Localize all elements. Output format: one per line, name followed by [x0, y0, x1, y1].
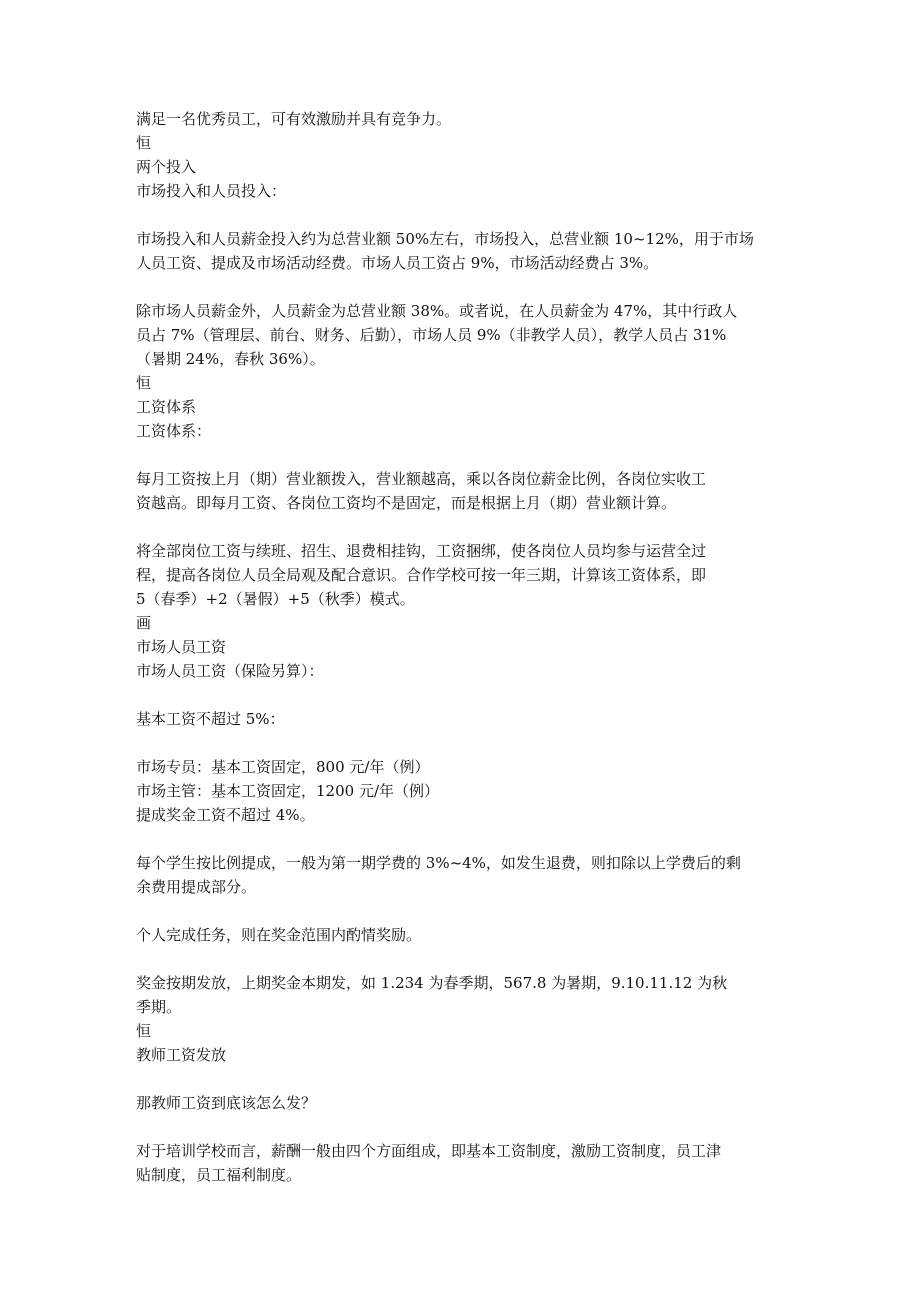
text-line: 两个投入 [136, 158, 197, 176]
text-line: 人员工资、提成及市场活动经费。市场人员工资占 9%，市场活动经费占 3%。 [136, 254, 659, 272]
text-line: 季期。 [136, 998, 182, 1016]
text-line: 恒 [136, 374, 152, 392]
text-line: 提成奖金工资不超过 4%。 [136, 806, 315, 824]
text-line: 工资体系 [136, 398, 197, 416]
paragraph-gap [136, 203, 786, 227]
text-line: 个人完成任务，则在奖金范围内酌情奖励。 [136, 926, 422, 944]
paragraph-gap [136, 899, 786, 923]
text-line: 恒 [136, 1022, 152, 1040]
text-line: 余费用提成部分。 [136, 878, 257, 896]
text-line: 除市场人员薪金外，人员薪金为总营业额 38%。或者说，在人员薪金为 47%，其中行政人 [136, 302, 738, 320]
text-line: （暑期 24%，春秋 36%）。 [136, 350, 325, 368]
text-line: 那教师工资到底该怎么发？ [136, 1094, 317, 1112]
text-line: 5（春季）+2（暑假）+5（秋季）模式。 [136, 590, 415, 608]
text-line: 奖金按期发放，上期奖金本期发，如 1.234 为春季期，567.8 为暑期，9.10.11.12 为秋 [136, 974, 728, 992]
text-line: 基本工资不超过 5%： [136, 710, 285, 728]
text-line: 资越高。即每月工资、各岗位工资均不是固定，而是根据上月（期）营业额计算。 [136, 494, 677, 512]
text-line: 每个学生按比例提成，一般为第一期学费的 3%~4%，如发生退费，则扣除以上学费后的剩 [136, 854, 741, 872]
text-line: 教师工资发放 [136, 1046, 227, 1064]
paragraph-gap [136, 1067, 786, 1091]
text-line: 市场人员工资 [136, 638, 227, 656]
text-line: 工资体系： [136, 422, 212, 440]
document-page [136, 107, 786, 1187]
paragraph-gap [136, 683, 786, 707]
text-line: 满足一名优秀员工，可有效激励并具有竞争力。 [136, 110, 452, 128]
text-line: 将全部岗位工资与续班、招生、退费相挂钩，工资捆绑，使各岗位人员均参与运营全过 [136, 542, 707, 560]
paragraph-gap [136, 947, 786, 971]
text-line: 每月工资按上月（期）营业额拨入，营业额越高，乘以各岗位薪金比例，各岗位实收工 [136, 470, 707, 488]
paragraph-gap [136, 275, 786, 299]
paragraph-gap [136, 731, 786, 755]
paragraph-gap [136, 515, 786, 539]
text-line: 市场投入和人员薪金投入约为总营业额 50%左右，市场投入，总营业额 10~12%，用于市场 [136, 230, 754, 248]
text-line: 市场人员工资（保险另算）： [136, 662, 324, 680]
text-line: 程，提高各岗位人员全局观及配合意识。合作学校可按一年三期，计算该工资体系，即 [136, 566, 707, 584]
paragraph-gap [136, 827, 786, 851]
text-line: 恒 [136, 134, 152, 152]
text-line: 贴制度，员工福利制度。 [136, 1166, 302, 1184]
paragraph-gap [136, 443, 786, 467]
text-line: 员占 7%（管理层、前台、财务、后勤），市场人员 9%（非教学人员），教学人员占 31% [136, 326, 727, 344]
text-line: 市场主管：基本工资固定，1200 元/年（例） [136, 782, 439, 800]
text-line: 市场投入和人员投入： [136, 182, 287, 200]
text-line: 画 [136, 614, 152, 632]
text-line: 市场专员：基本工资固定，800 元/年（例） [136, 758, 430, 776]
paragraph-gap [136, 1115, 786, 1139]
text-line: 对于培训学校而言，薪酬一般由四个方面组成，即基本工资制度，激励工资制度，员工津 [136, 1142, 722, 1160]
